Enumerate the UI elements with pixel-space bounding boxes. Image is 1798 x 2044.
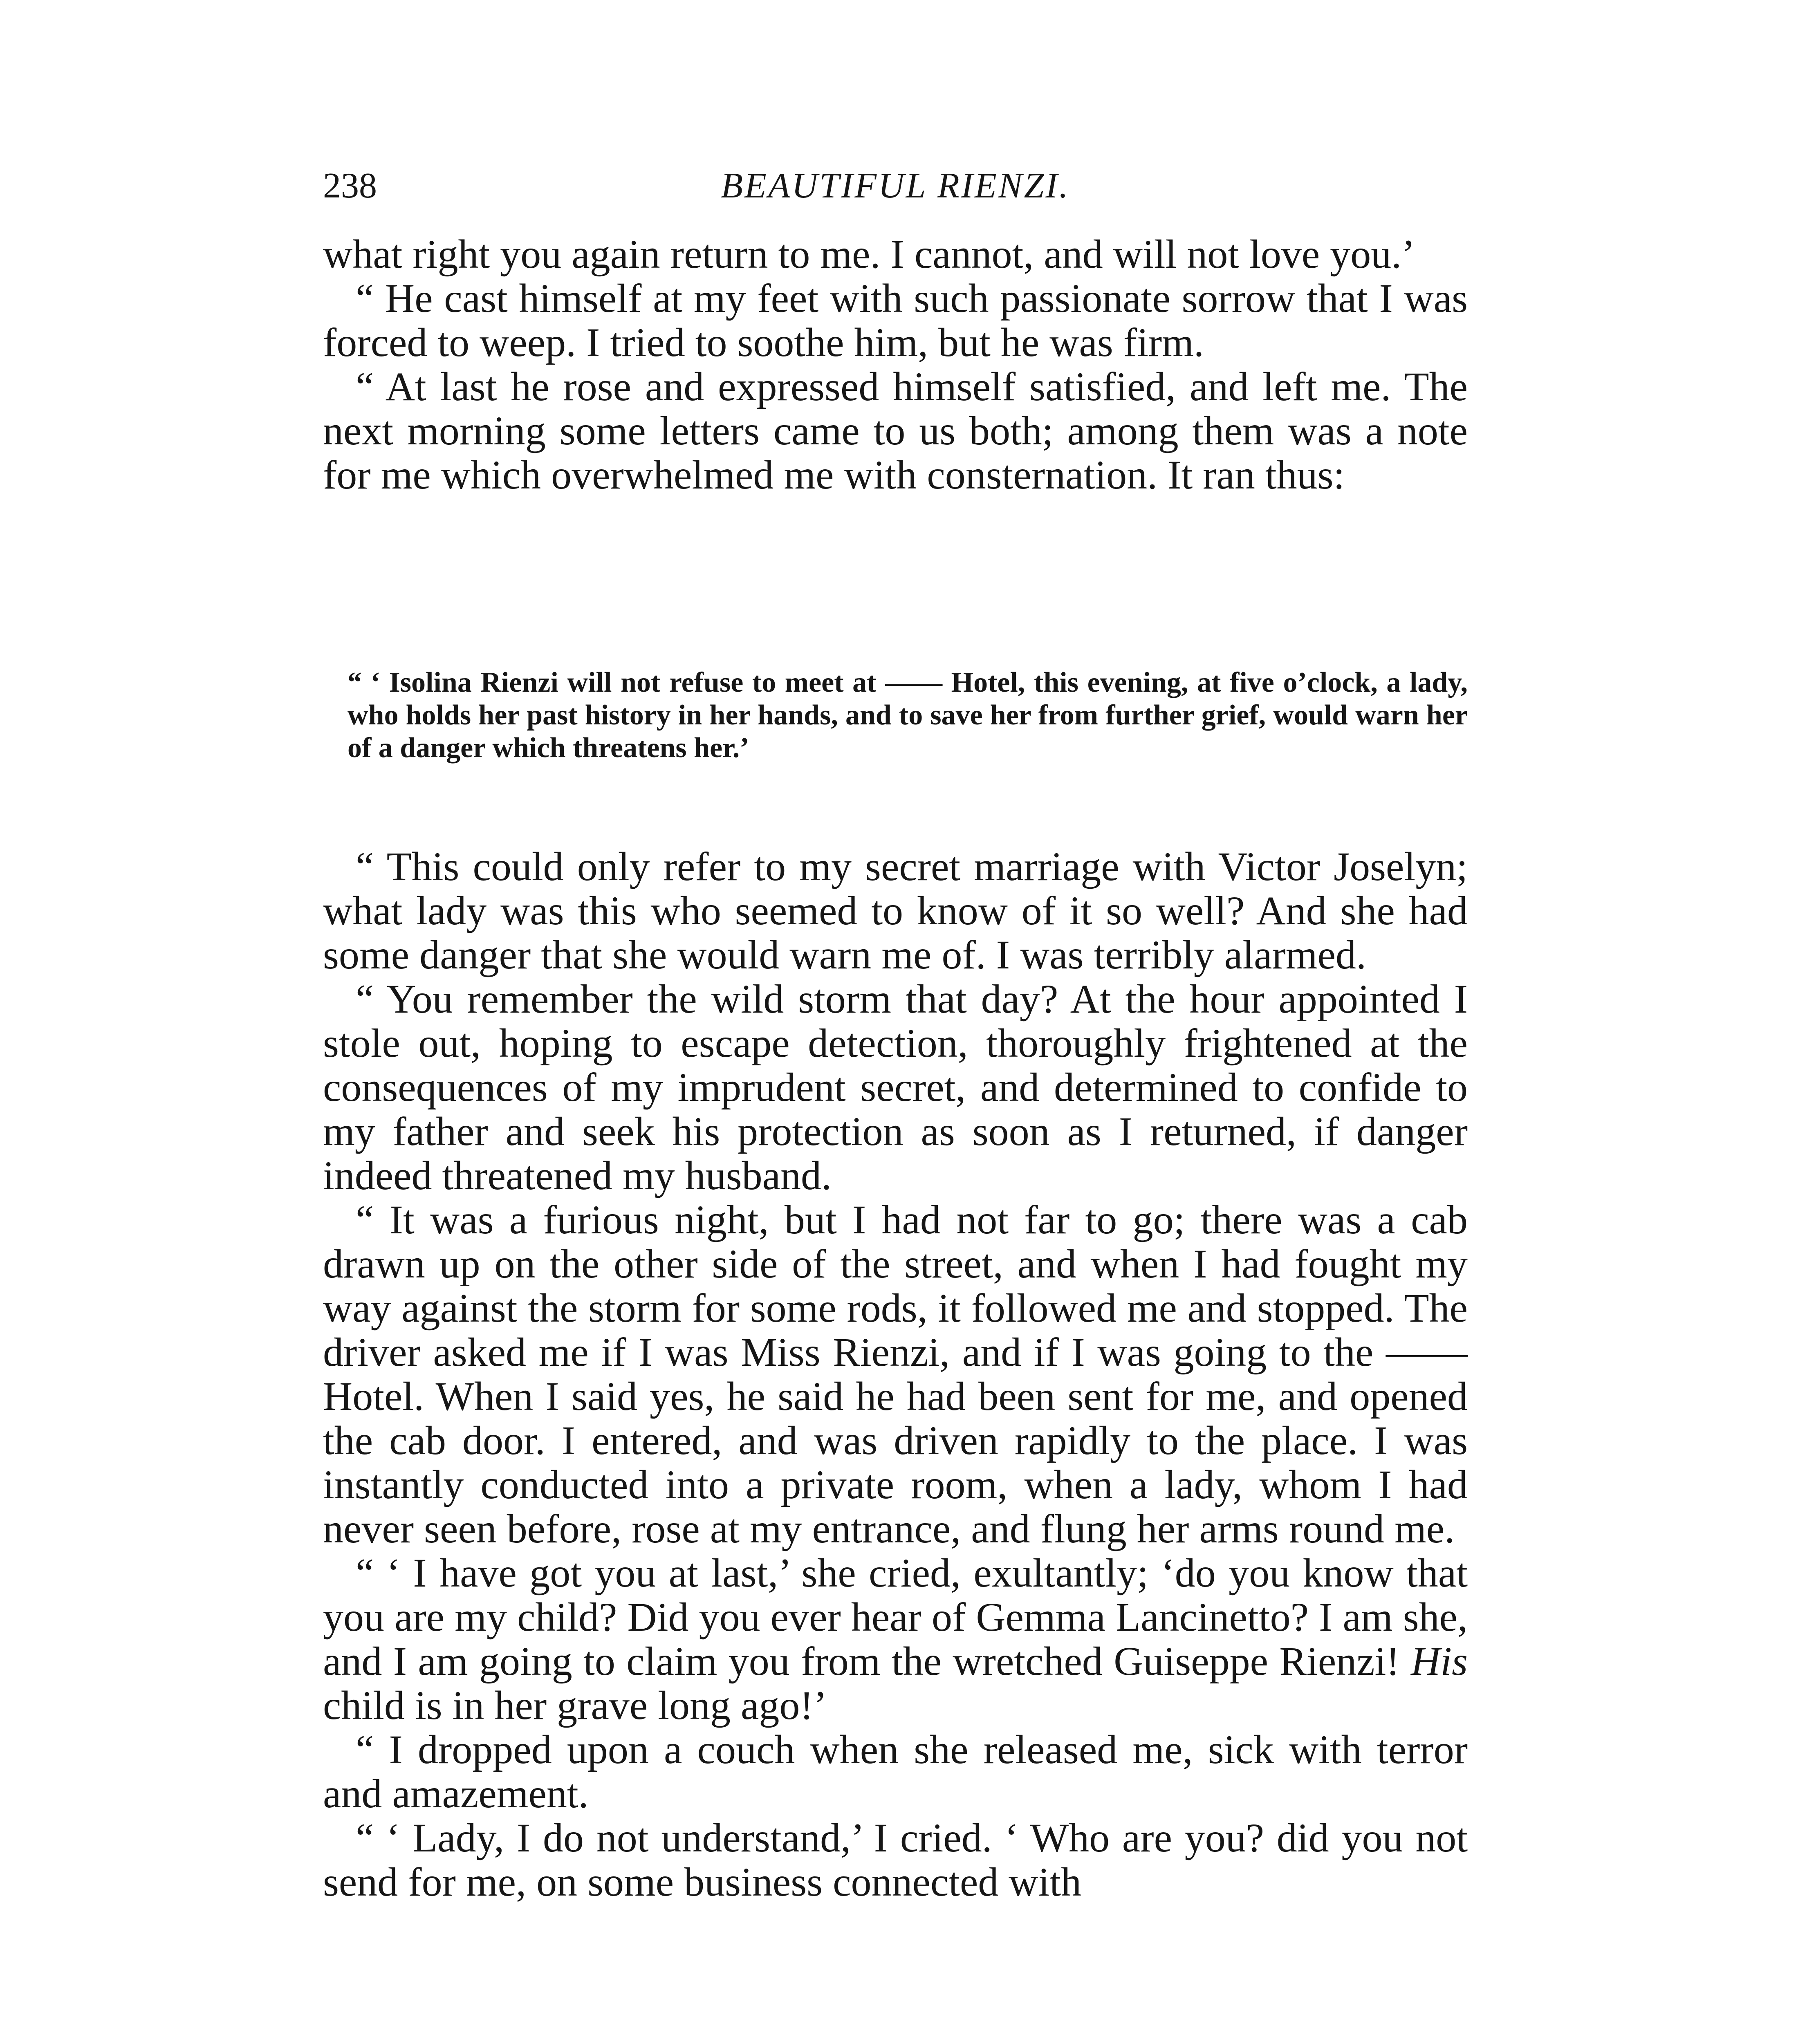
- paragraph: “ It was a furious night, but I had not far to go; there was a cab drawn up on the other side of the street, and when I had fought my way against the storm for some rods, it followed me and stopped. The driver asked me if I was Miss Rienzi, and if I was going to the —— Hotel. When I said yes, he said he had been sent for me, and opened the cab door. I entered, and was driven rapidly to the place. I was instantly conducted into a private room, when a lady, whom I had never seen before, rose at my entrance, and flung her arms round me.: [323, 1197, 1468, 1551]
- paragraph: “ You remember the wild storm that day? At the hour appointed I stole out, hoping to escape detection, thoroughly frightened at the consequences of my imprudent secret, and determined to confide to my father and seek his protection as soon as I returned, if danger indeed threatened my husband.: [323, 976, 1468, 1198]
- paragraph: “ He cast himself at my feet with such passionate sorrow that I was forced to weep. I tried to soothe him, but he was firm.: [323, 276, 1468, 365]
- page-number: 238: [323, 166, 377, 206]
- paragraph: “ ‘ Lady, I do not understand,’ I cried. ‘ Who are you? did you not send for me, on some business connected with: [323, 1815, 1468, 1905]
- continuation-paragraph: what right you again return to me. I cannot, and will not love you.’: [323, 231, 1415, 277]
- paragraph: “ This could only refer to my secret marriage with Victor Joselyn; what lady was this who seemed to know of it so well? And she had some danger that she would warn me of. I was terribly alarmed.: [323, 844, 1468, 977]
- running-title: BEAUTIFUL RIENZI.: [721, 166, 1070, 206]
- page-header: [323, 164, 1468, 208]
- paragraph: “ At last he rose and expressed himself satisfied, and left me. The next morning some letters came to us both; among them was a note for me which overwhelmed me with consternation. It ran thus:: [323, 364, 1468, 498]
- italic-word: His: [1411, 1638, 1468, 1684]
- quoted-letter: [347, 666, 1468, 764]
- paragraph: “ I dropped upon a couch when she released me, sick with terror and amazement.: [323, 1727, 1468, 1816]
- letter-text: “ ‘ Isolina Rienzi will not refuse to meet at —— Hotel, this evening, at five o’clock, a lady, who holds her past history in her hands, and to save her from further grief, would warn her of a danger which threatens her.’: [347, 667, 1468, 764]
- body-text-top: [323, 232, 1468, 497]
- text-run: “ ‘ I have got you at last,’ she cried, exultantly; ‘do you know that you are my child? Did you ever hear of Gemma Lancinetto? I am she, and I am going to claim you from the wretched Guiseppe Rienzi!: [323, 1550, 1468, 1684]
- paragraph: [323, 1551, 1468, 1728]
- body-text-bottom: [323, 845, 1468, 1904]
- text-run: child is in her grave long ago!’: [323, 1683, 827, 1728]
